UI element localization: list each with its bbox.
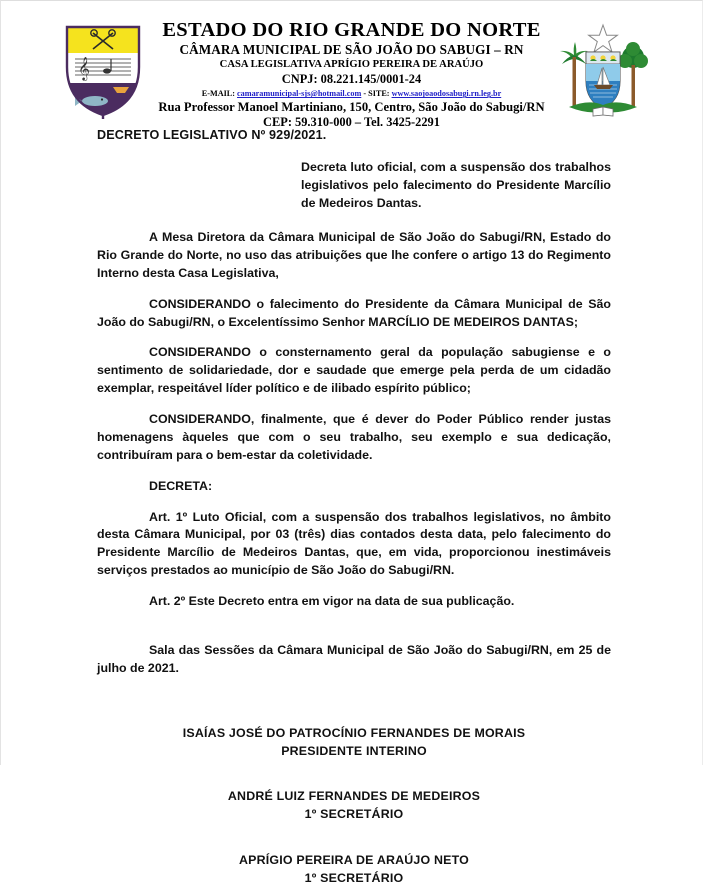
signatory-role: 1º SECRETÁRIO: [304, 871, 404, 886]
brasao-rio-grande-do-norte-icon: [549, 19, 657, 121]
preamble-paragraph: A Mesa Diretora da Câmara Municipal de São João do Sabugi/RN, Estado do Rio Grande do Norte, no uso das atribuições que lhe confere o artigo 13 do Regimento Interno desta Casa Legislativa,: [97, 230, 611, 280]
email-label: E-MAIL:: [201, 89, 235, 99]
article-1-paragraph: Art. 1º Luto Oficial, com a suspensão dos trabalhos legislativos, no âmbito desta Câmara Municipal, por 03 (três) dias contados desta data, pelo falecimento do Presidente Marcílio de Medeiros Dantas, que, em vida, proporcionou inestimáveis serviços prestados ao município de São João do Sabugi/RN.: [97, 509, 611, 578]
considerando-paragraph-3: CONSIDERANDO, finalmente, que é dever do Poder Público render justas homenagens àqueles que com o seu trabalho, seu exemplo e sua dedicação, contribuíram para o bem-estar da coletividade.: [97, 412, 611, 462]
considerando-paragraph-2: CONSIDERANDO o consternamento geral da população sabugiense e o sentimento de solidariedade, dor e saudade que emerge pela perda de um cidadão exemplar, respeitável líder político e de ilibado espírito público;: [97, 345, 611, 396]
signature-block-2: [97, 788, 611, 824]
signatory-name: ANDRÉ LUIZ FERNANDES DE MEDEIROS: [227, 789, 481, 804]
article-2-paragraph: Art. 2º Este Decreto entra em vigor na data de sua publicação.: [149, 593, 515, 608]
house-title: CASA LEGISLATIVA APRÍGIO PEREIRA DE ARAÚJO: [219, 58, 484, 70]
closing-paragraph: Sala das Sessões da Câmara Municipal de São João do Sabugi/RN, em 25 de julho de 2021.: [97, 642, 611, 675]
signature-gap-2: [97, 824, 611, 852]
signature-block-3: [97, 852, 611, 888]
contact-line: [151, 89, 552, 99]
contact-separator: -: [363, 89, 367, 99]
email-link[interactable]: camaramunicipal-sjs@hotmail.com: [237, 89, 362, 99]
signature-block-1: [97, 725, 611, 761]
letterhead: [1, 1, 702, 129]
signatory-name: APRÍGIO PEREIRA DE ARAÚJO NETO: [239, 853, 469, 868]
site-label: SITE:: [368, 89, 390, 99]
signatory-role: 1º SECRETÁRIO: [304, 807, 404, 822]
letterhead-text: [151, 19, 552, 130]
decree-summary: Decreta luto oficial, com a suspensão dos trabalhos legislativos pelo falecimento do Presidente Marcílio de Medeiros Dantas.: [301, 160, 611, 210]
document-body: [97, 127, 611, 888]
site-link[interactable]: www.saojoaodosabugi.rn.leg.br: [391, 89, 502, 99]
state-title: ESTADO DO RIO GRANDE DO NORTE: [162, 19, 541, 41]
svg-text:𝄞: 𝄞: [78, 56, 90, 80]
signatory-role: PRESIDENTE INTERINO: [281, 743, 427, 758]
spacer-before-signatures: [97, 691, 611, 725]
signatory-name: ISAÍAS JOSÉ DO PATROCÍNIO FERNANDES DE MORAIS: [182, 725, 526, 740]
cep-line: CEP: 59.310-000 – Tel. 3425-2291: [263, 115, 440, 129]
decree-title: DECRETO LEGISLATIVO Nº 929/2021.: [97, 128, 327, 142]
decreta-label: DECRETA:: [149, 478, 213, 493]
address-line: Rua Professor Manoel Martiniano, 150, Centro, São João do Sabugi/RN: [158, 99, 545, 114]
considerando-paragraph-1: CONSIDERANDO o falecimento do Presidente da Câmara Municipal de São João do Sabugi/RN, o Excelentíssimo Senhor MARCÍLIO DE MEDEIROS DANTAS;: [97, 296, 611, 329]
cnpj-line: CNPJ: 08.221.145/0001-24: [281, 72, 422, 87]
chamber-title: CÂMARA MUNICIPAL DE SÃO JOÃO DO SABUGI – RN: [179, 42, 524, 58]
brasao-sao-joao-do-sabugi-icon: [61, 21, 145, 119]
spacer-before-closing: [97, 624, 611, 642]
